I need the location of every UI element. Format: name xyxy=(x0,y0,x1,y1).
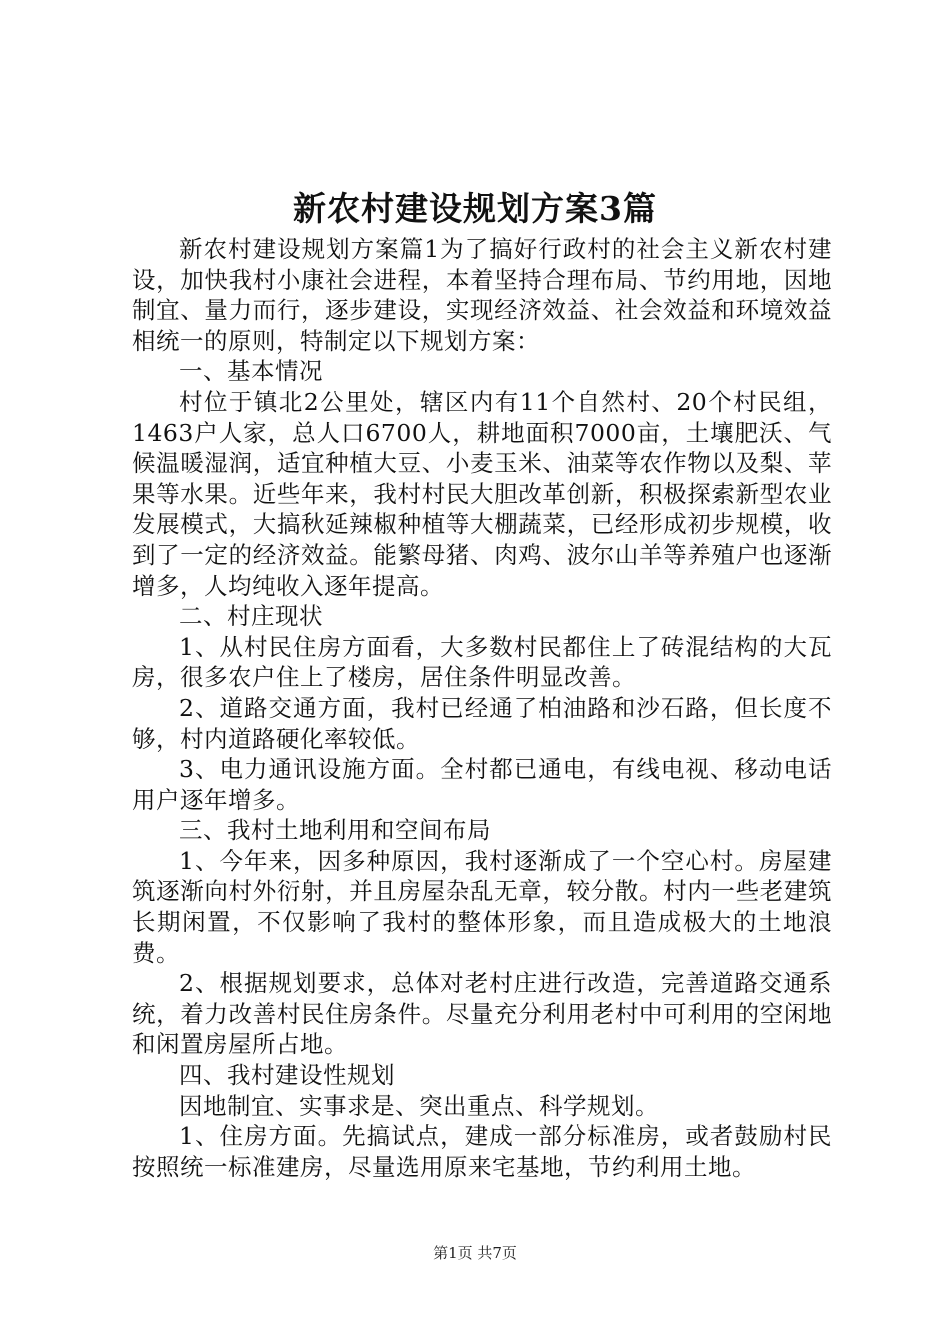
paragraph-basic-situation: 村位于镇北2公里处，辖区内有11个自然村、20个村民组，1463户人家，总人口6700人，耕地面积7000亩，土壤肥沃、气候温暖湿润，适宜种植大豆、小麦玉米、油菜等农作物以及梨、苹果等水果。近些年来，我村村民大胆改革创新，积极探索新型农业发展模式，大搞秋延辣椒种植等大棚蔬菜，已经形成初步规模，收到了一定的经济效益。能繁母猪、肉鸡、波尔山羊等养殖户也逐渐增多，人均纯收入逐年提高。 xyxy=(132,387,832,600)
paragraph-housing-plan: 1、住房方面。先搞试点，建成一部分标准房，或者鼓励村民按照统一标准建房，尽量选用原来宅基地，节约利用土地。 xyxy=(132,1122,832,1181)
document-body xyxy=(132,234,832,1182)
section-heading-construction-plan: 四、我村建设性规划 xyxy=(179,1061,395,1090)
paragraph-intro: 新农村建设规划方案篇1为了搞好行政村的社会主义新农村建设，加快我村小康社会进程，本着坚持合理布局、节约用地，因地制宜、量力而行，逐步建设，实现经济效益、社会效益和环境效益相统一的原则，特制定以下规划方案： xyxy=(132,235,832,355)
paragraph-plan-principle: 因地制宜、实事求是、突出重点、科学规划。 xyxy=(179,1091,659,1120)
section-heading-village-status: 二、村庄现状 xyxy=(179,602,323,631)
paragraph-power-status: 3、电力通讯设施方面。全村都已通电，有线电视、移动电话用户逐年增多。 xyxy=(132,755,832,814)
paragraph-housing-status: 1、从村民住房方面看，大多数村民都住上了砖混结构的大瓦房，很多农户住上了楼房，居住条件明显改善。 xyxy=(132,632,832,692)
paragraph-land-use-2: 2、根据规划要求，总体对老村庄进行改造，完善道路交通系统，着力改善村民住房条件。尽量充分利用老村中可利用的空闲地和闲置房屋所占地。 xyxy=(132,969,832,1059)
page-footer: 第1页 共7页 xyxy=(433,1244,517,1262)
paragraph-road-status: 2、道路交通方面，我村已经通了柏油路和沙石路，但长度不够，村内道路硬化率较低。 xyxy=(132,693,832,753)
paragraph-land-use-1: 1、今年来，因多种原因，我村逐渐成了一个空心村。房屋建筑逐渐向村外衍射，并且房屋杂乱无章，较分散。村内一些老建筑长期闲置，不仅影响了我村的整体形象，而且造成极大的土地浪费。 xyxy=(132,846,832,967)
document-title: 新农村建设规划方案3篇 xyxy=(293,189,657,228)
section-heading-land-use: 三、我村土地利用和空间布局 xyxy=(179,816,491,845)
section-heading-basic-situation: 一、基本情况 xyxy=(179,357,323,386)
